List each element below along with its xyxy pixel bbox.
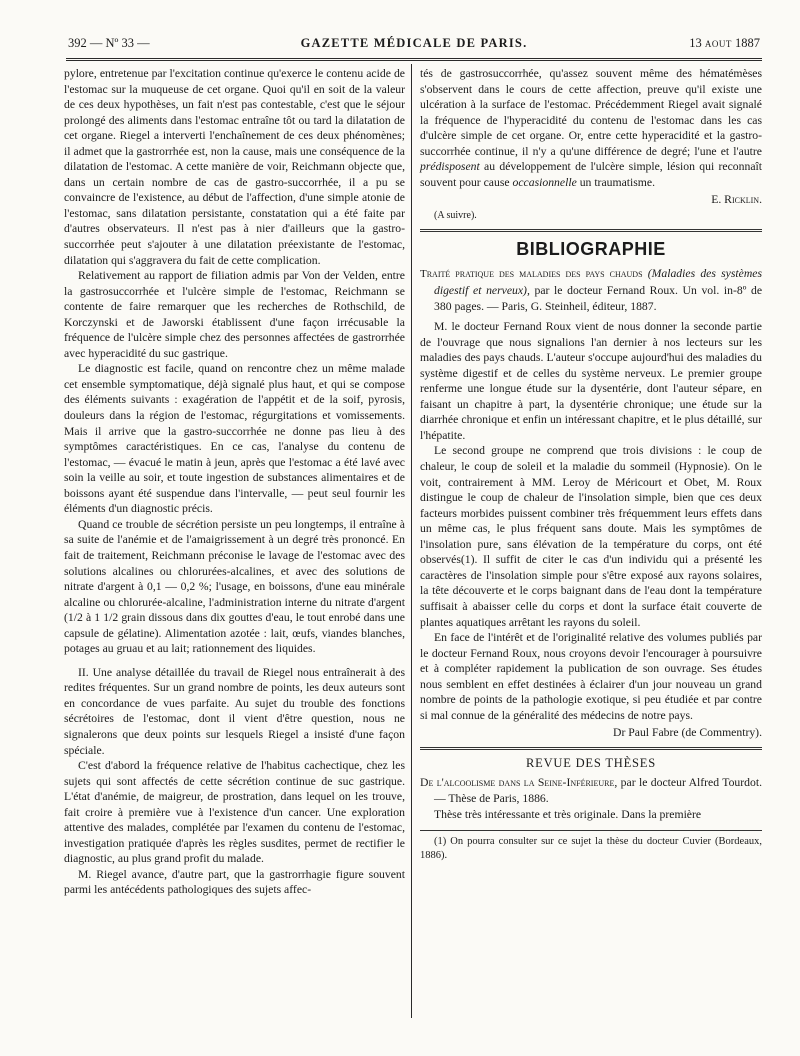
author-signature: E. Ricklin. [711, 193, 762, 207]
right-column [420, 66, 762, 863]
left-column [64, 66, 405, 898]
column-divider [411, 64, 412, 1018]
footnote: (1) On pourra consulter sur ce sujet la thèse du docteur Cuvier (Bordeaux, 1886). [420, 836, 762, 862]
paragraph [420, 66, 762, 190]
section-heading-bibliography: BIBLIOGRAPHIE [516, 239, 666, 260]
emphasis: prédisposent [420, 160, 480, 174]
book-subtitle: (Maladies des systèmes digestif et nerveux), [434, 267, 762, 298]
journal-title: GAZETTE MÉDICALE DE PARIS. [300, 36, 528, 50]
section-rule [420, 229, 762, 232]
paragraph: En face de l'intérêt et de l'originalité relative des volumes publiés par le docteur Fernand Roux, nous croyons devoir l'encourager à poursuivre et à compléter rapidement la publication de son ouvrage. Ses études nous semblent en effet destinées à éclairer d'un jour nouveau un grand nombre de points de la pathologie exotique, si peu étudiée et par contre si mal connue de la généralité des médecins de notre pays. [420, 631, 762, 722]
thesis-details: par le docteur Alfred Tourdot. — Thèse de Paris, 1886. [434, 776, 763, 805]
bibliography-entry [420, 266, 762, 314]
book-title: Traité pratique des maladies des pays chauds [420, 268, 643, 281]
date-year: 1887 [735, 36, 760, 50]
running-header [68, 36, 760, 60]
paragraph: II. Une analyse détaillée du travail de Riegel nous entraînerait à des redites fréquentes. Sur un grand nombre de points, les deux auteurs sont en concordance de vues parfaite. Au sujet du trouble des fonctions sécrétoires de l'estomac, dont il vient d'être question, nous ne signalerons que deux points sur lesquels Riegel a insisté d'une façon spéciale. [64, 665, 405, 757]
footnote-rule [420, 830, 762, 831]
text-run: au développement de l'ulcère simple, lésion qui reconnaît souvent pour cause [420, 160, 762, 189]
paragraph: Le second groupe ne comprend que trois divisions : le coup de chaleur, le coup de soleil et la maladie du sommeil (Hypnosie). On le voit, contrairement à MM. Leroy de Méricourt et Obet, M. Roux distingue le coup de chaleur de l'insolation simple, bien que ces deux facteurs morbides puissent combiner très fréquemment leurs effets dans un même cas, le plus fréquent sans doute. Mais les symptômes de l'insolation pure, sans élévation de la température du corps, ont été observés(1). Il suffit de citer le cas d'un individu qui a présenté les caractères de l'insolation simple pour s'être exposé aux rayons solaires, la tête découverte et le corps baignant dans de l'eau dont la température suffisait à abaisser celle du corps et dont la surface était couverte de plantes aquatiques arrêtant les rayons du soleil. [420, 444, 762, 629]
date-month: AOUT [704, 39, 732, 49]
section-heading-theses: REVUE DES THÈSES [526, 755, 656, 770]
issue-date [689, 36, 760, 51]
paragraph: Le diagnostic est facile, quand on rencontre chez un même malade cet ensemble symptomatique, déjà signalé plus haut, et qui se compose des éléments suivants : exagération de l'appétit et de la soif, pyrosis, douleurs dans la région de l'estomac, régurgitations et vomissements. Mais il arrive que la gastro-succorrhée ne donne pas lieu à des symptômes caractéristiques. En ce cas, l'analyse du contenu de l'estomac, — évacué le matin à jeun, après que l'estomac a été lavé avec soin la veille au soir, et toute ingestion de substances alimentaires et de boissons ayant été suspendue dans l'intervalle, — peut seul fournir les éléments d'un diagnostic précis. [64, 362, 405, 516]
paragraph: Relativement au rapport de filiation admis par Von der Velden, entre la gastrosuccorrhée et l'ulcère simple de l'estomac, Reichmann se contente de faire remarquer que les recherches de Rothschild, de Korczynski et de Jaworski établissent d'une façon irrécusable la fréquence de l'ulcère simple chez des personnes affectées de gastrorrhée avec hyperacidité du suc gastrique. [64, 269, 405, 360]
text-run: un traumatisme. [579, 175, 656, 189]
header-rule [66, 58, 762, 61]
to-be-continued: (A suivre). [434, 209, 477, 221]
paragraph: Quand ce trouble de sécrétion persiste un peu longtemps, il entraîne à sa suite de l'anémie et de l'amaigrissement à un degré très prononcé. En fait de traitement, Reichmann préconise le lavage de l'estomac avec des solutions alcalines ou chlorurées-alcalines, et avec des solutions de nitrate d'argent à 0,1 — 0,2 %; l'usage, en boissons, d'une eau minérale alcaline ou chlorurée-alcaline, l'administration interne du nitrate d'argent (1/2 à 1 1/2 grain dissous dans dix gouttes d'eau, le tout enrobé dans une capsule de gélatine). Alimentation azotée : lait, œufs, viandes blanches, potages au gruau et au lait; rationnement des liquides. [64, 517, 405, 656]
date-day: 13 [689, 36, 702, 50]
thesis-entry [420, 775, 762, 806]
page-number: 392 — Nº 33 — [68, 36, 150, 50]
paragraph: pylore, entretenue par l'excitation continue qu'exerce le contenu acide de l'estomac sur la muqueuse de cet organe. Quoi qu'il en soit de la valeur de ces deux hypothèses, un fait n'est pas contestable, c'est que le séjour prolongé des aliments dans l'estomac entraîne tôt ou tard la dilatation de cet organe. Riegel a interverti l'enchaînement de ces deux phénomènes; il admet que la gastrorrhée est, non la cause, mais une conséquence de la dilatation de l'estomac. A cette manière de voir, Reichmann objecte que, dans un certain nombre de cas de gastro-succorrhée, il a pu se convaincre de l'existence, au début de l'affection, d'une simple atonie de l'estomac, sans dilatation persistante, constatation qui a été faite par d'autres observateurs. Il n'est pas à nier d'ailleurs que la gastro-succorrhée peut s'ajouter à une dilatation préexistante de l'estomac, dilatation qui s'aggravera du fait de cette complication. [64, 67, 405, 267]
paragraph: M. le docteur Fernand Roux vient de nous donner la seconde partie de l'ouvrage que nous signalions l'an dernier à nos lecteurs sur les maladies des pays chauds. L'auteur s'occupe aujourd'hui des maladies du système digestif et de celles du système nerveux. Le premier groupe renferme une longue étude sur la dysentérie, dont l'auteur sépare, en faisant un chapitre à part, la dysentérie chronique; une étude sur la diarrhée chronique et enfin un intéressant chapitre, et le plus détaillé, sur l'hépatite. [420, 320, 762, 442]
text-run: tés de gastrosuccorrhée, qu'assez souvent même des hématémèses s'observent dans le cours de cette affection, preuve qu'il existe une ulcération à la surface de l'estomac. Précédemment Riegel avait signalé la fréquence de l'hyperacidité du contenu de l'estomac dans les cas d'ulcère simple de cet organe. Or, entre cette hyperacidité et la gastro-succorrhée continue, il n'y a qu'une différence de degré; l'une et l'autre [420, 67, 762, 158]
book-details: par le docteur Fernand Roux. Un vol. in-8º de 380 pages. — Paris, G. Steinheil, éditeur, 1887. [434, 284, 763, 313]
emphasis: occasionnelle [512, 175, 577, 189]
thesis-title: De l'alcoolisme dans la Seine-Inférieure, [420, 776, 618, 790]
paragraph: Thèse très intéressante et très originale. Dans la première [434, 807, 702, 821]
author-signature: Dr Paul Fabre (de Commentry). [613, 726, 762, 740]
section-rule [420, 747, 762, 750]
paragraph: M. Riegel avance, d'autre part, que la gastrorrhagie figure souvent parmi les antécédents pathologiques des sujets affec- [64, 867, 405, 897]
paragraph: C'est d'abord la fréquence relative de l'habitus cachectique, chez les sujets qui sont affectés de cette sécrétion continue de suc gastrique. L'état d'anémie, de maigreur, de prostration, dans lequel on les trouve, fait croire à première vue à l'existence d'un cancer. Une exploration attentive des malades, complétée par l'examen du contenu de l'estomac, investigation pratiquée d'après les règles susdites, permet de rectifier le diagnostic, au plus grand profit du malade. [64, 759, 405, 866]
